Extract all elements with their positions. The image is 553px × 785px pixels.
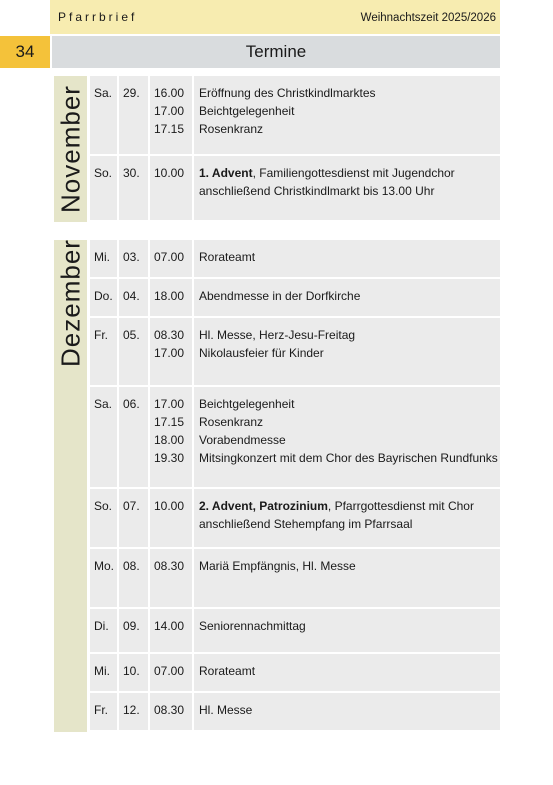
time: 17.00 — [154, 397, 185, 411]
description-cell — [192, 387, 505, 487]
date: 29. — [123, 86, 140, 100]
date: 05. — [123, 328, 140, 342]
weekday: Mo. — [94, 559, 115, 573]
weekday-cell — [90, 609, 119, 652]
schedule-row — [90, 693, 500, 730]
season-label: Weihnachtszeit 2025/2026 — [360, 12, 496, 24]
weekday-cell — [90, 279, 119, 316]
description-text: Eröffnung des Christkindlmarktes — [199, 86, 376, 100]
date-cell — [117, 279, 150, 316]
weekday: So. — [94, 499, 113, 513]
weekday-cell — [90, 654, 119, 691]
time-cell — [148, 489, 192, 547]
date-cell — [117, 654, 150, 691]
schedule-row — [90, 318, 500, 385]
description-text: Mitsingkonzert mit dem Chor des Bayrischen Rundfunks — [199, 451, 498, 465]
description-text: Rosenkranz — [199, 122, 264, 136]
weekday: Sa. — [94, 397, 113, 411]
time-cell — [148, 156, 192, 220]
event-title: 1. Advent — [199, 166, 253, 180]
description-cell — [192, 279, 505, 316]
weekday: Fr. — [94, 703, 108, 717]
date-cell — [117, 489, 150, 547]
description-cell — [192, 489, 505, 547]
description-line — [199, 515, 505, 533]
month-label-november: November — [55, 85, 85, 213]
description-line — [199, 701, 505, 719]
time: 08.30 — [154, 703, 185, 717]
time-cell — [148, 279, 192, 316]
date: 09. — [123, 619, 140, 633]
time: 17.00 — [154, 346, 185, 360]
weekday: So. — [94, 166, 113, 180]
time: 18.00 — [154, 289, 185, 303]
time-cell — [148, 609, 192, 652]
publication-name: Pfarrbrief — [58, 10, 138, 24]
description-line — [199, 84, 505, 102]
description-line — [199, 497, 505, 515]
weekday-cell — [90, 489, 119, 547]
time: 19.30 — [154, 451, 185, 465]
description-text: Rosenkranz — [199, 415, 264, 429]
date: 12. — [123, 703, 140, 717]
schedule-row — [90, 609, 500, 652]
weekday: Mi. — [94, 664, 110, 678]
weekday-cell — [90, 76, 119, 154]
time: 18.00 — [154, 433, 185, 447]
description-text: Beichtgelegenheit — [199, 397, 295, 411]
date: 04. — [123, 289, 140, 303]
description-cell — [192, 549, 505, 607]
description-text: Beichtgelegenheit — [199, 104, 295, 118]
description-line — [199, 287, 505, 305]
time: 08.30 — [154, 328, 185, 342]
description-line — [199, 395, 505, 413]
schedule-row — [90, 76, 500, 154]
time-cell — [148, 387, 192, 487]
date-cell — [117, 387, 150, 487]
description-cell — [192, 318, 505, 385]
schedule-row — [90, 654, 500, 691]
date-cell — [117, 156, 150, 220]
description-line — [199, 449, 505, 467]
time-cell — [148, 318, 192, 385]
description-line — [199, 248, 505, 266]
time: 07.00 — [154, 250, 185, 264]
time: 17.15 — [154, 122, 185, 136]
time-cell — [148, 693, 192, 730]
november-schedule — [90, 76, 500, 222]
description-cell — [192, 654, 505, 691]
description-text: Seniorennachmittag — [199, 619, 306, 633]
weekday: Di. — [94, 619, 109, 633]
description-line — [199, 182, 505, 200]
date: 06. — [123, 397, 140, 411]
time-cell — [148, 240, 192, 277]
schedule-row — [90, 279, 500, 316]
date-cell — [117, 549, 150, 607]
description-text: Mariä Empfängnis, Hl. Messe — [199, 559, 356, 573]
description-line — [199, 326, 505, 344]
description-text: , Pfarrgottesdienst mit Chor — [327, 499, 474, 513]
time-cell — [148, 76, 192, 154]
date-cell — [117, 318, 150, 385]
description-line — [199, 557, 505, 575]
description-line — [199, 120, 505, 138]
description-line — [199, 617, 505, 635]
time: 10.00 — [154, 499, 185, 513]
date-cell — [117, 693, 150, 730]
time-cell — [148, 549, 192, 607]
description-line — [199, 102, 505, 120]
schedule-row — [90, 489, 500, 547]
weekday-cell — [90, 318, 119, 385]
description-text: , Familiengottesdienst mit Jugendchor — [252, 166, 455, 180]
description-line — [199, 431, 505, 449]
description-line — [199, 164, 505, 182]
schedule-row — [90, 549, 500, 607]
schedule-row — [90, 387, 500, 487]
description-cell — [192, 76, 505, 154]
weekday: Sa. — [94, 86, 113, 100]
description-cell — [192, 156, 505, 220]
date: 30. — [123, 166, 140, 180]
weekday-cell — [90, 693, 119, 730]
description-cell — [192, 240, 505, 277]
header-bar — [50, 0, 500, 34]
description-line — [199, 344, 505, 362]
date: 08. — [123, 559, 140, 573]
date: 10. — [123, 664, 140, 678]
description-text: Vorabendmesse — [199, 433, 286, 447]
date-cell — [117, 240, 150, 277]
weekday-cell — [90, 549, 119, 607]
description-text: Hl. Messe, Herz-Jesu-Freitag — [199, 328, 356, 342]
description-text: Nikolausfeier für Kinder — [199, 346, 324, 360]
date: 07. — [123, 499, 140, 513]
description-line — [199, 662, 505, 680]
description-text: anschließend Stehempfang im Pfarrsaal — [199, 517, 413, 531]
time: 17.00 — [154, 104, 185, 118]
description-cell — [192, 609, 505, 652]
weekday: Mi. — [94, 250, 110, 264]
weekday-cell — [90, 387, 119, 487]
event-title: 2. Advent, Patrozinium — [199, 499, 328, 513]
month-label-dezember: Dezember — [55, 239, 85, 367]
description-cell — [192, 693, 505, 730]
description-text: Hl. Messe — [199, 703, 253, 717]
description-line — [199, 413, 505, 431]
time: 16.00 — [154, 86, 185, 100]
time: 08.30 — [154, 559, 185, 573]
weekday: Do. — [94, 289, 113, 303]
time: 14.00 — [154, 619, 185, 633]
date: 03. — [123, 250, 140, 264]
month-strip-dezember — [54, 240, 87, 732]
dezember-schedule — [90, 240, 500, 732]
time-cell — [148, 654, 192, 691]
date-cell — [117, 609, 150, 652]
month-strip-november — [54, 76, 87, 222]
page-number: 34 — [0, 36, 50, 68]
weekday-cell — [90, 156, 119, 220]
description-text: Rorateamt — [199, 250, 256, 264]
section-title: Termine — [52, 36, 500, 68]
time: 17.15 — [154, 415, 185, 429]
schedule-row — [90, 156, 500, 220]
weekday: Fr. — [94, 328, 108, 342]
date-cell — [117, 76, 150, 154]
description-text: anschließend Christkindlmarkt bis 13.00 Uhr — [199, 184, 435, 198]
description-text: Rorateamt — [199, 664, 256, 678]
time: 10.00 — [154, 166, 185, 180]
time: 07.00 — [154, 664, 185, 678]
weekday-cell — [90, 240, 119, 277]
description-text: Abendmesse in der Dorfkirche — [199, 289, 361, 303]
schedule-row — [90, 240, 500, 277]
